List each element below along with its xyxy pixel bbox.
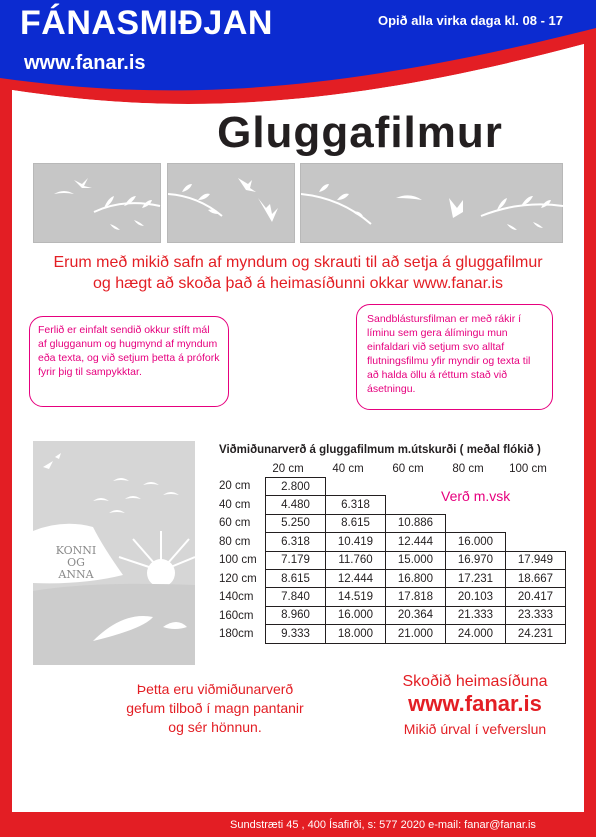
see-website-label: Skoðið heimasíðuna [402,673,548,690]
price-cell: 20.103 [446,588,506,606]
price-cell: 17.949 [506,551,566,569]
header-url[interactable]: www.fanar.is [24,52,146,74]
note-line-3: og sér hönnun. [168,719,262,735]
illustration-text [41,545,111,581]
price-cell: 12.444 [326,569,386,587]
price-cell: 17.818 [386,588,446,606]
price-cell: 8.960 [266,606,326,624]
intro-text [30,252,566,294]
price-cell: 18.667 [506,569,566,587]
price-cell: 12.444 [386,533,446,551]
table-row [266,551,566,569]
table-row [266,625,566,643]
price-cell: 8.615 [326,514,386,532]
price-cell: 20.417 [506,588,566,606]
price-cell: 4.480 [266,496,326,514]
price-table-title: Viðmiðunarverð á gluggafilmum m.útskurði ( meðal flókið ) [219,444,541,456]
pricing-note [100,680,330,737]
footer-contact: Sundstræti 45 , 400 Ísafirði, s: 577 2020 e-mail: fanar@fanar.is [230,819,536,831]
empty-cell [446,514,506,532]
price-cell: 16.000 [326,606,386,624]
illustration-line-1: KONNI [55,544,97,557]
price-cell: 16.800 [386,569,446,587]
website-link[interactable]: www.fanar.is [408,691,542,716]
price-cell: 8.615 [266,569,326,587]
price-cell: 20.364 [386,606,446,624]
empty-cell [506,533,566,551]
price-cell: 9.333 [266,625,326,643]
empty-cell [506,478,566,496]
price-cell: 7.840 [266,588,326,606]
row-label: 180cm [219,628,254,640]
column-header: 60 cm [392,463,424,475]
row-label: 80 cm [219,536,251,548]
row-label: 100 cm [219,554,257,566]
table-row [266,478,566,496]
film-sample-3 [300,163,563,243]
column-header: 20 cm [272,463,304,475]
brand-name: FÁNASMIÐJAN [20,4,273,42]
price-cell: 14.519 [326,588,386,606]
price-cell: 17.231 [446,569,506,587]
price-cell: 15.000 [386,551,446,569]
empty-cell [386,496,446,514]
webshop-label: Mikið úrval í vefverslun [403,721,547,737]
illustration-line-3: ANNA [58,568,94,581]
illustration-line-2: OG [67,556,85,569]
price-cell: 7.179 [266,551,326,569]
row-label: 40 cm [219,499,251,511]
price-cell: 21.333 [446,606,506,624]
row-label: 20 cm [219,480,251,492]
price-cell: 21.000 [386,625,446,643]
price-cell: 24.000 [446,625,506,643]
bird-branch-icon [301,164,564,244]
bird-branch-icon [168,164,296,244]
bird-branch-icon [34,164,162,244]
price-cell: 2.800 [266,478,326,496]
table-row [266,496,566,514]
price-cell: 6.318 [326,496,386,514]
empty-cell [506,496,566,514]
price-cell: 10.419 [326,533,386,551]
note-line-2: gefum tilboð í magn pantanir [126,700,304,716]
sandblast-info-bubble: Sandblástursfilman er með rákir í líminu sem gera álímingu mun einfaldari við setjum svo alltaf flutningsfilmu yfir myndir og texta til að halda öllu á réttum stað við ásetningu. [356,304,553,410]
intro-line-1: Erum með mikið safn af myndum og skrauti til að setja á gluggafilmur [53,254,543,271]
process-info-bubble: Ferlið er einfalt sendið okkur stíft mál af glugganum og hugmynd af myndum eða texta, og við setjum þetta á prófork fyrir þig til sampykktar. [29,316,229,407]
price-cell: 16.000 [446,533,506,551]
empty-cell [386,478,446,496]
price-cell: 6.318 [266,533,326,551]
column-header: 40 cm [332,463,364,475]
note-line-1: Þetta eru viðmiðunarverð [136,681,294,697]
table-row [266,606,566,624]
column-header: 80 cm [452,463,484,475]
intro-line-2: og hægt að skoða það á heimasíðunni okkar www.fanar.is [92,275,504,292]
price-cell: 24.231 [506,625,566,643]
film-sample-1 [33,163,161,243]
price-cell: 16.970 [446,551,506,569]
column-header: 100 cm [509,463,547,475]
row-label: 120 cm [219,573,257,585]
price-cell: 5.250 [266,514,326,532]
price-cell: 23.333 [506,606,566,624]
table-row [266,569,566,587]
empty-cell [506,514,566,532]
empty-cell [326,478,386,496]
row-label: 140cm [219,591,254,603]
film-sample-2 [167,163,295,243]
vat-label: Verð m.vsk [441,488,511,504]
price-table [265,477,566,644]
sample-illustration [33,441,195,665]
row-label: 160cm [219,610,254,622]
price-cell: 10.886 [386,514,446,532]
table-row [266,514,566,532]
price-cell: 11.760 [326,551,386,569]
page-title: Gluggafilmur [217,108,503,157]
price-cell: 18.000 [326,625,386,643]
opening-hours: Opið alla virka daga kl. 08 - 17 [378,13,563,28]
row-label: 60 cm [219,517,251,529]
table-row [266,533,566,551]
table-row [266,588,566,606]
